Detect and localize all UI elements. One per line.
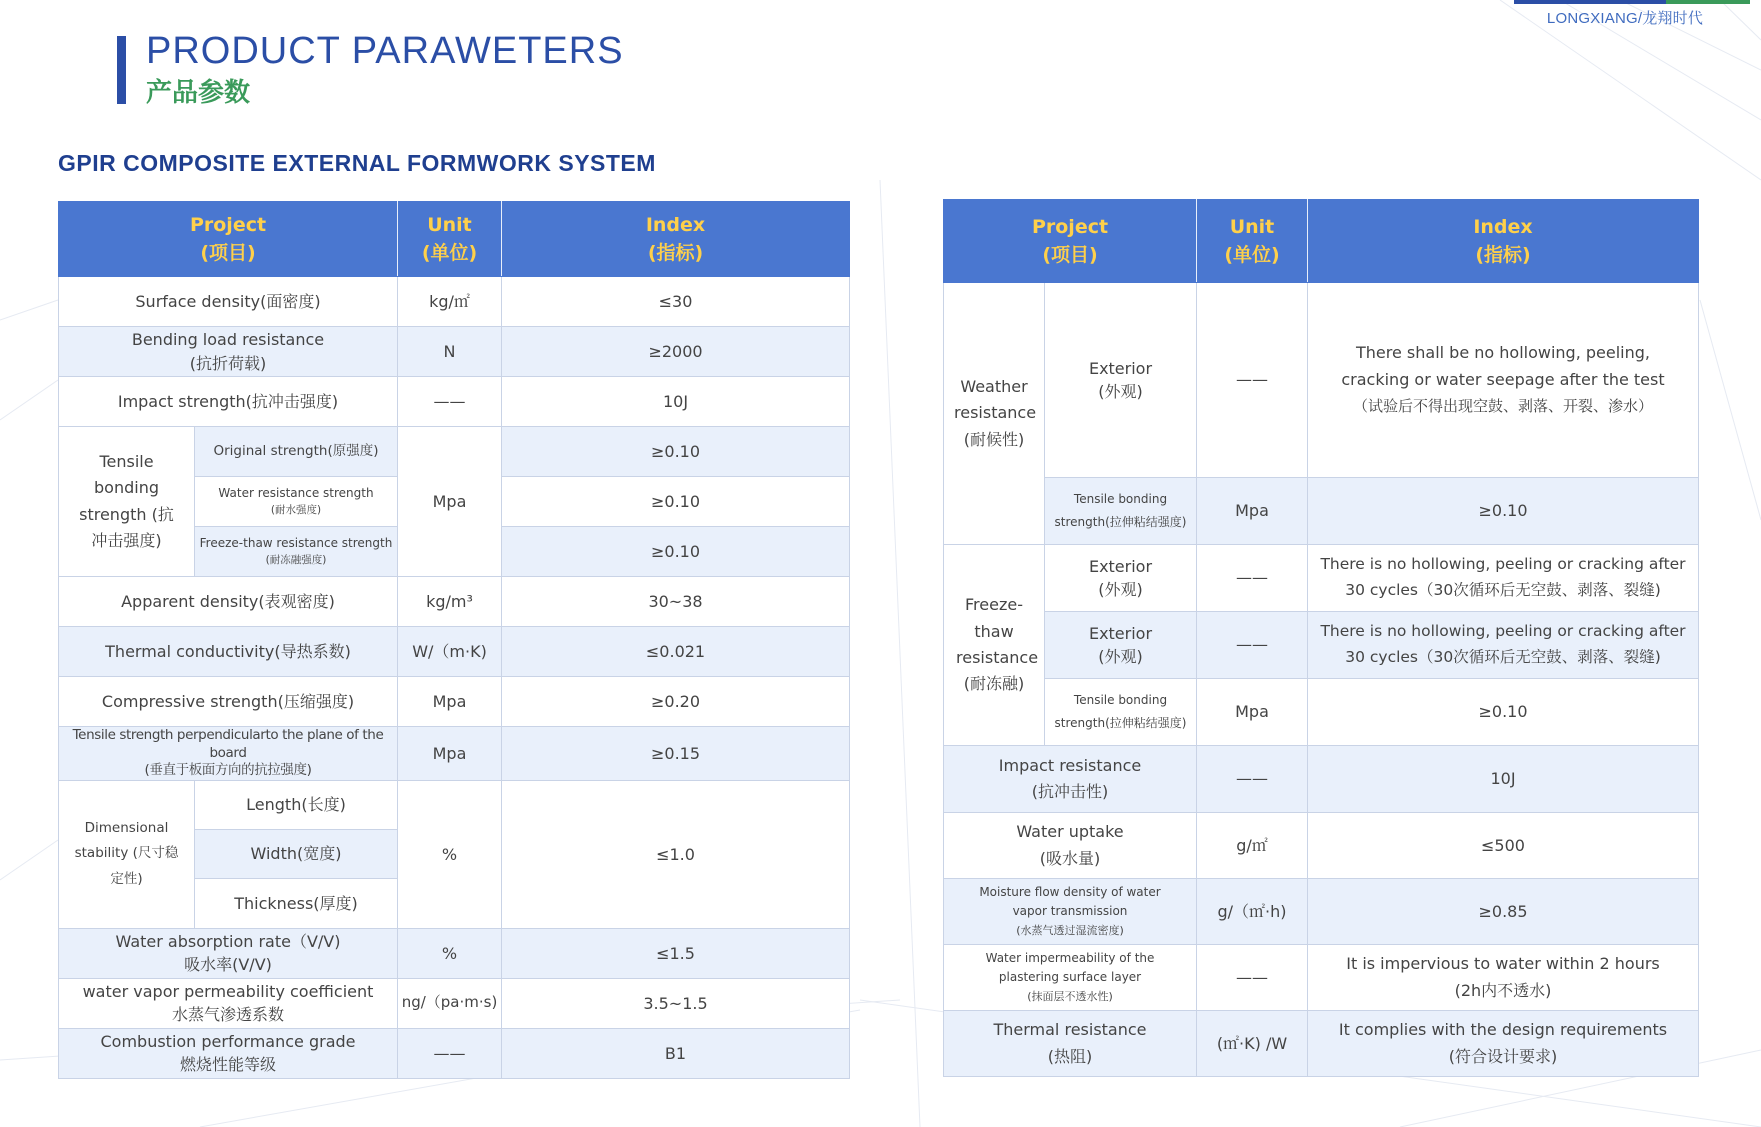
row-index: ≤0.021 [502,627,850,677]
row-label: Combustion performance grade 燃烧性能等级 [59,1028,398,1078]
table-row [944,746,1699,813]
row-unit: kg/㎡ [398,277,502,327]
table-row [59,427,850,477]
row-unit: —— [1197,283,1308,478]
row-index: It complies with the design requirements (符合设计要求) [1308,1011,1699,1077]
table-row [59,1028,850,1078]
row-label: Exterior (外观) [1045,612,1197,679]
row-label: water vapor permeability coefficient 水蒸气渗透系数 [59,978,398,1028]
row-label: Water uptake (吸水量) [944,813,1197,879]
brand-accent-blue [1514,0,1666,4]
row-unit: —— [1197,746,1308,813]
row-label: Length(长度) [195,780,398,829]
row-label: Water resistance strength (耐水强度) [195,477,398,527]
row-unit: —— [1197,945,1308,1011]
row-unit: g/㎡ [1197,813,1308,879]
row-label: Water absorption rate（V/V) 吸水率(V/V) [59,928,398,978]
row-label: Original strength(原强度) [195,427,398,477]
row-index: ≥0.20 [502,677,850,727]
row-label: Tensile bonding strength(拉伸粘结强度) [1045,478,1197,545]
row-index: It is impervious to water within 2 hours (2h内不透水) [1308,945,1699,1011]
table-row [944,283,1699,478]
row-label: Tensile strength perpendicularto the plane of the board (垂直于板面方向的抗拉强度) [59,727,398,781]
table-row [59,577,850,627]
row-index: There is no hollowing, peeling or cracking after 30 cycles（30次循环后无空鼓、剥落、裂缝) [1308,612,1699,679]
table-row [944,945,1699,1011]
spec-table-left [58,201,850,1079]
table-header-row [944,200,1699,283]
row-index: There is no hollowing, peeling or cracking after 30 cycles（30次循环后无空鼓、剥落、裂缝) [1308,545,1699,612]
header-unit: Unit (单位) [1197,200,1308,283]
row-label: Freeze-thaw resistance strength (耐冻融强度) [195,527,398,577]
header-unit: Unit (单位) [398,202,502,277]
table-row [59,677,850,727]
row-index: 30~38 [502,577,850,627]
row-unit: Mpa [1197,478,1308,545]
row-unit: —— [398,377,502,427]
table-row [59,727,850,781]
title-accent-bar [117,36,126,104]
row-label: Impact strength(抗冲击强度) [59,377,398,427]
row-index: ≥0.10 [502,477,850,527]
row-unit: % [398,928,502,978]
row-label: Moisture flow density of water vapor transmission (水蒸气透过湿流密度) [944,879,1197,945]
brand-accent-green [1666,0,1750,4]
table-row [59,928,850,978]
spec-table-right [943,199,1699,1077]
table-row [944,545,1699,612]
row-label: Compressive strength(压缩强度) [59,677,398,727]
page-title-zh: 产品参数 [146,78,251,108]
table-row [944,478,1699,545]
row-unit: (㎡·K) /W [1197,1011,1308,1077]
row-label: Exterior (外观) [1045,545,1197,612]
row-index: ≤1.5 [502,928,850,978]
table-row [944,813,1699,879]
group-label: Tensile bonding strength (抗冲击强度) [59,427,195,577]
table-row [59,978,850,1028]
group-unit: Mpa [398,427,502,577]
header-index: Index (指标) [1308,200,1699,283]
row-index: ≥0.85 [1308,879,1699,945]
row-unit: Mpa [1197,679,1308,746]
group-label: Freeze-thaw resistance (耐冻融) [944,545,1045,746]
table-row [944,1011,1699,1077]
row-index: ≥0.10 [502,527,850,577]
row-index: There shall be no hollowing, peeling, cracking or water seepage after the test （试验后不得出现空鼓、剥落、开裂、渗水） [1308,283,1699,478]
row-label: Width(宽度) [195,829,398,878]
row-label: Tensile bonding strength(拉伸粘结强度) [1045,679,1197,746]
section-title: GPIR COMPOSITE EXTERNAL FORMWORK SYSTEM [58,150,656,176]
table-row [59,327,850,377]
table-row [59,627,850,677]
row-index: ≥0.15 [502,727,850,781]
row-unit: Mpa [398,677,502,727]
table-row [944,679,1699,746]
row-label: Water impermeability of the plastering surface layer (抹面层不透水性) [944,945,1197,1011]
row-index: ≥2000 [502,327,850,377]
table-row [59,377,850,427]
group-unit: % [398,780,502,928]
row-label: Impact resistance (抗冲击性) [944,746,1197,813]
table-row [59,780,850,829]
page-title: PRODUCT PARAWETERS [146,30,624,72]
row-unit: kg/m³ [398,577,502,627]
row-unit: N [398,327,502,377]
table-row [59,277,850,327]
row-index: ≥0.10 [1308,679,1699,746]
group-label: Dimensional stability (尺寸稳定性) [59,780,195,928]
row-label: Surface density(面密度) [59,277,398,327]
row-label: Apparent density(表观密度) [59,577,398,627]
header-index: Index (指标) [502,202,850,277]
row-unit: W/（m·K) [398,627,502,677]
row-unit: ng/（pa·m·s) [398,978,502,1028]
row-unit: —— [398,1028,502,1078]
table-header-row [59,202,850,277]
row-label: Thermal conductivity(导热系数) [59,627,398,677]
row-index: ≥0.10 [1308,478,1699,545]
header-project: Project (项目) [944,200,1197,283]
row-unit: —— [1197,612,1308,679]
row-label: Bending load resistance (抗折荷载) [59,327,398,377]
row-index: 10J [1308,746,1699,813]
row-index: ≤500 [1308,813,1699,879]
row-unit: Mpa [398,727,502,781]
table-row [944,612,1699,679]
group-index: ≤1.0 [502,780,850,928]
row-index: B1 [502,1028,850,1078]
group-label: Weather resistance (耐候性) [944,283,1045,545]
row-label: Thickness(厚度) [195,878,398,928]
row-index: ≤30 [502,277,850,327]
brand-name: LONGXIANG/龙翔时代 [1546,10,1704,27]
table-row [944,879,1699,945]
row-unit: —— [1197,545,1308,612]
row-label: Thermal resistance (热阻) [944,1011,1197,1077]
row-index: 10J [502,377,850,427]
row-index: 3.5~1.5 [502,978,850,1028]
row-label: Exterior (外观) [1045,283,1197,478]
row-index: ≥0.10 [502,427,850,477]
row-unit: g/（㎡·h) [1197,879,1308,945]
header-project: Project (项目) [59,202,398,277]
